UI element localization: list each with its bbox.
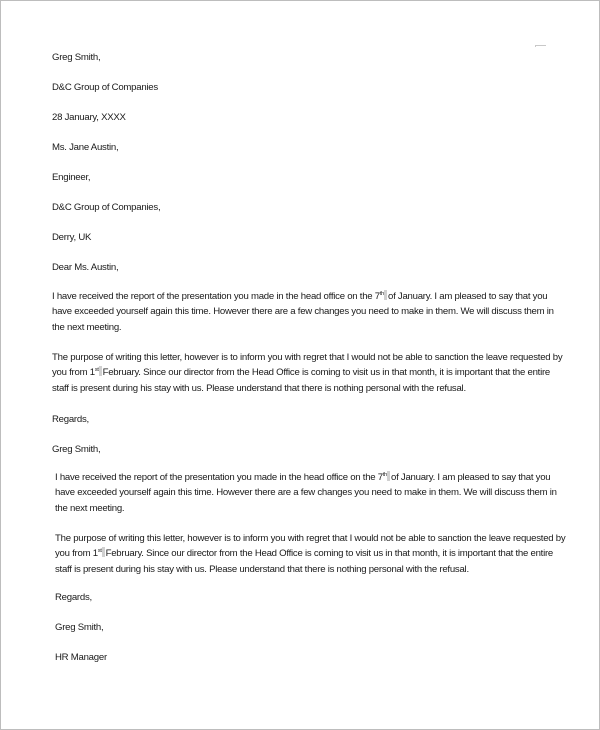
paragraph-line: have exceeded yourself again this time. However there are a few changes you need to make in them. We will discuss them in [52,306,554,318]
body-paragraph-3 [55,470,555,516]
paragraph-line: the next meeting. [52,321,122,333]
paragraph-line: The purpose of writing this letter, however is to inform you with regret that I would not be able to sanction the leave requested by [55,533,566,544]
paragraph-line [52,365,552,380]
sender-company: D&C Group of Companies [52,82,158,93]
text-segment: February. Since our director from the Head Office is coming to visit us in that month, it is important that the entire [102,367,550,379]
text-segment: I have received the report of the presentation you made in the head office on the 7 [55,472,383,483]
closing: Regards, [55,592,92,603]
recipient-title: Engineer, [52,172,91,183]
text-cursor-marker [387,471,390,481]
paragraph-line [52,289,552,304]
body-paragraph-2 [52,350,563,396]
text-segment: of January. I am pleased to say that you [390,472,551,483]
page-corner-mark [535,45,546,47]
sender-name: Greg Smith, [52,52,101,63]
text-segment: of January. I am pleased to say that you [387,291,548,302]
recipient-location: Derry, UK [52,232,92,243]
paragraph-line: The purpose of writing this letter, however is to inform you with regret that I would not be able to sanction the leave requested by [52,352,563,363]
ordinal-superscript: st [97,548,102,555]
text-segment: you from 1 [55,548,98,560]
text-segment: I have received the report of the presentation you made in the head office on the 7 [52,291,380,302]
closing: Regards, [52,414,89,425]
paragraph-line: staff is present during his stay with us. Please understand that there is nothing personal with the refusal. [55,563,469,575]
signature: Greg Smith, [55,622,104,633]
letter-date: 28 January, XXXX [52,112,126,123]
paragraph-line: the next meeting. [55,502,125,514]
text-cursor-marker [384,290,387,300]
body-paragraph-1 [52,289,552,335]
paragraph-line: have exceeded yourself again this time. However there are a few changes you need to make in them. We will discuss them in [55,487,557,499]
ordinal-superscript: th [382,472,387,478]
text-segment: you from 1 [52,367,95,379]
ordinal-superscript: th [379,291,384,297]
recipient-company: D&C Group of Companies, [52,202,161,213]
signature: Greg Smith, [52,444,101,455]
body-paragraph-4 [55,531,566,577]
salutation: Dear Ms. Austin, [52,262,119,273]
paragraph-line [55,546,555,561]
ordinal-superscript: st [94,367,99,374]
text-segment: February. Since our director from the Head Office is coming to visit us in that month, it is important that the entire [105,548,553,560]
paragraph-line: staff is present during his stay with us. Please understand that there is nothing personal with the refusal. [52,382,466,394]
recipient-name: Ms. Jane Austin, [52,142,119,153]
paragraph-line [55,470,555,485]
text-cursor-marker [102,547,105,557]
signature-title: HR Manager [55,652,107,663]
text-cursor-marker [99,366,102,376]
